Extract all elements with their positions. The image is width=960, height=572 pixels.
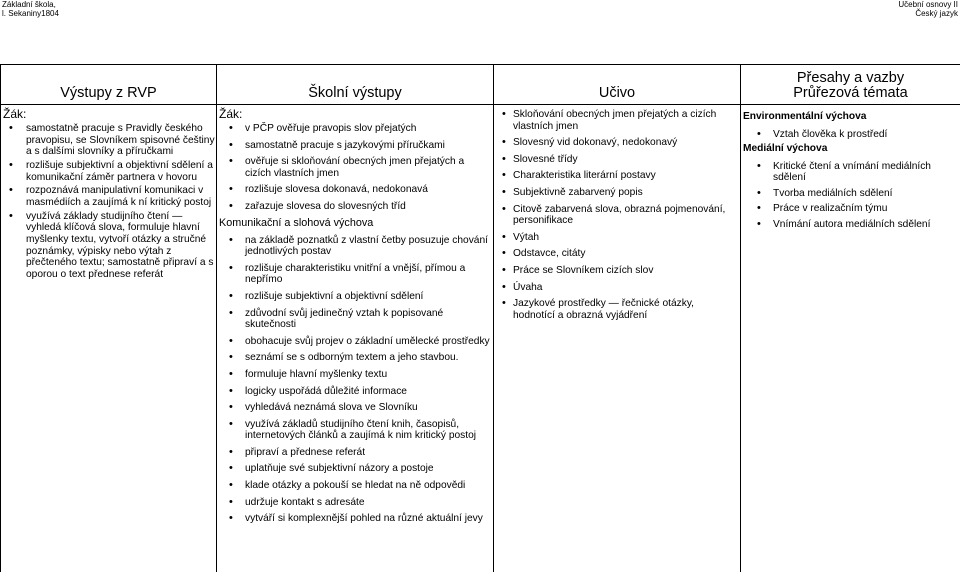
list-item: • Úvaha xyxy=(502,282,730,294)
theme-list-media xyxy=(743,161,956,231)
list-item: • zdůvodní svůj jedinečný vztah k popisované skutečnosti xyxy=(217,308,493,331)
school-outcomes-list-b xyxy=(217,235,493,525)
list-item: • klade otázky a pokouší se hledat na ně odpovědi xyxy=(217,480,493,492)
column-header-rvp: Výstupy z RVP xyxy=(1,65,217,105)
list-item: • v PČP ověřuje pravopis slov přejatých xyxy=(217,123,493,135)
list-item: • uplatňuje své subjektivní názory a postoje xyxy=(217,463,493,475)
list-item: • Kritické čtení a vnímání mediálních sdělení xyxy=(743,161,956,184)
cell-school-outcomes xyxy=(217,105,494,572)
list-item: • formuluje hlavní myšlenky textu xyxy=(217,369,493,381)
list-item: • seznámí se s odborným textem a jeho stavbou. xyxy=(217,352,493,364)
list-item: • Subjektivně zabarvený popis xyxy=(502,187,730,199)
document-title: Učební osnovy II xyxy=(898,0,958,9)
list-item: • rozpoznává manipulativní komunikaci v masmédiích a zaujímá k ní kritický postoj xyxy=(1,185,216,208)
column-header-curriculum: Učivo xyxy=(494,65,741,105)
cell-rvp xyxy=(1,105,217,572)
cell-curriculum xyxy=(494,105,741,572)
list-item: • rozlišuje slovesa dokonavá, nedokonavá xyxy=(217,184,493,196)
list-item: • rozlišuje subjektivní a objektivní sdělení xyxy=(217,291,493,303)
list-item: • obohacuje svůj projev o základní umělecké prostředky xyxy=(217,336,493,348)
theme-title-environmental: Environmentální výchova xyxy=(743,111,956,123)
list-item: • Jazykové prostředky — řečnické otázky, hodnotící a obrazná vyjádření xyxy=(502,298,730,321)
list-item: • rozlišuje subjektivní a objektivní sdělení a komunikační záměr partnera v hovoru xyxy=(1,160,216,183)
list-item: • na základě poznatků z vlastní četby posuzuje chování jednotlivých postav xyxy=(217,235,493,258)
list-item: • Odstavce, citáty xyxy=(502,248,730,260)
list-item: • ověřuje si skloňování obecných jmen přejatých a cizích vlastních jmen xyxy=(217,156,493,179)
school-outcomes-list-a xyxy=(217,123,493,213)
list-item: • samostatně pracuje s jazykovými příručkami xyxy=(217,140,493,152)
list-item: • Skloňování obecných jmen přejatých a cizích vlastních jmen xyxy=(502,109,730,132)
list-item: • využívá základů studijního čtení knih, časopisů, internetových článků a zaujímá k nim kritický postoj xyxy=(217,419,493,442)
school-address: l. Sekaniny1804 xyxy=(2,9,59,18)
list-item: • využívá základy studijního čtení — vyhledá klíčová slova, formuluje hlavní myšlenky textu, vytvoří otázky a stručné poznámky, výpisky nebo výtah z přečteného textu; samostatně připraví a s oporou o text přednese referát xyxy=(1,211,216,281)
list-item: • Práce v realizačním týmu xyxy=(743,203,956,215)
list-item: • samostatně pracuje s Pravidly českého pravopisu, se Slovníkem spisovné češtiny a s dalšími slovníky a příručkami xyxy=(1,123,216,158)
list-item: • připraví a přednese referát xyxy=(217,447,493,459)
student-label: Žák: xyxy=(219,108,493,121)
list-item: • rozlišuje charakteristiku vnitřní a vnější, přímou a nepřímo xyxy=(217,263,493,286)
list-item: • Citově zabarvená slova, obrazná pojmenování, personifikace xyxy=(502,204,730,227)
list-item: • vytváří si komplexnější pohled na různé aktuální jevy xyxy=(217,513,493,525)
list-item: • Vztah člověka k prostředí xyxy=(743,129,956,141)
document-header-right xyxy=(898,0,958,18)
school-name: Základní škola, xyxy=(2,0,59,9)
list-item: • Výtah xyxy=(502,232,730,244)
list-item: • Slovesné třídy xyxy=(502,154,730,166)
list-item: • Vnímání autora mediálních sdělení xyxy=(743,219,956,231)
theme-list-environmental xyxy=(743,129,956,141)
list-item: • logicky uspořádá důležité informace xyxy=(217,386,493,398)
list-item: • zařazuje slovesa do slovesných tříd xyxy=(217,201,493,213)
list-item: • Tvorba mediálních sdělení xyxy=(743,188,956,200)
column-header-school-outcomes: Školní výstupy xyxy=(217,65,494,105)
curriculum-list xyxy=(502,109,730,321)
document-header-left xyxy=(2,0,59,18)
list-item: • vyhledává neznámá slova ve Slovníku xyxy=(217,402,493,414)
theme-title-media: Mediální výchova xyxy=(743,143,956,155)
list-item: • Charakteristika literární postavy xyxy=(502,170,730,182)
cell-cross-curricular xyxy=(741,105,960,572)
column-header-links: Přesahy a vazby xyxy=(741,71,960,86)
rvp-list xyxy=(1,123,216,280)
subheading-communication: Komunikační a slohová výchova xyxy=(219,217,493,229)
list-item: • Slovesný vid dokonavý, nedokonavý xyxy=(502,137,730,149)
table-content-row xyxy=(1,105,960,572)
column-header-cross-curricular xyxy=(741,65,960,105)
list-item: • udržuje kontakt s adresáte xyxy=(217,497,493,509)
student-label: Žák: xyxy=(3,108,216,121)
curriculum-table xyxy=(0,64,960,572)
subject-name: Český jazyk xyxy=(898,9,958,18)
column-header-themes: Průřezová témata xyxy=(741,86,960,101)
table-header-row xyxy=(1,65,960,105)
list-item: • Práce se Slovníkem cizích slov xyxy=(502,265,730,277)
